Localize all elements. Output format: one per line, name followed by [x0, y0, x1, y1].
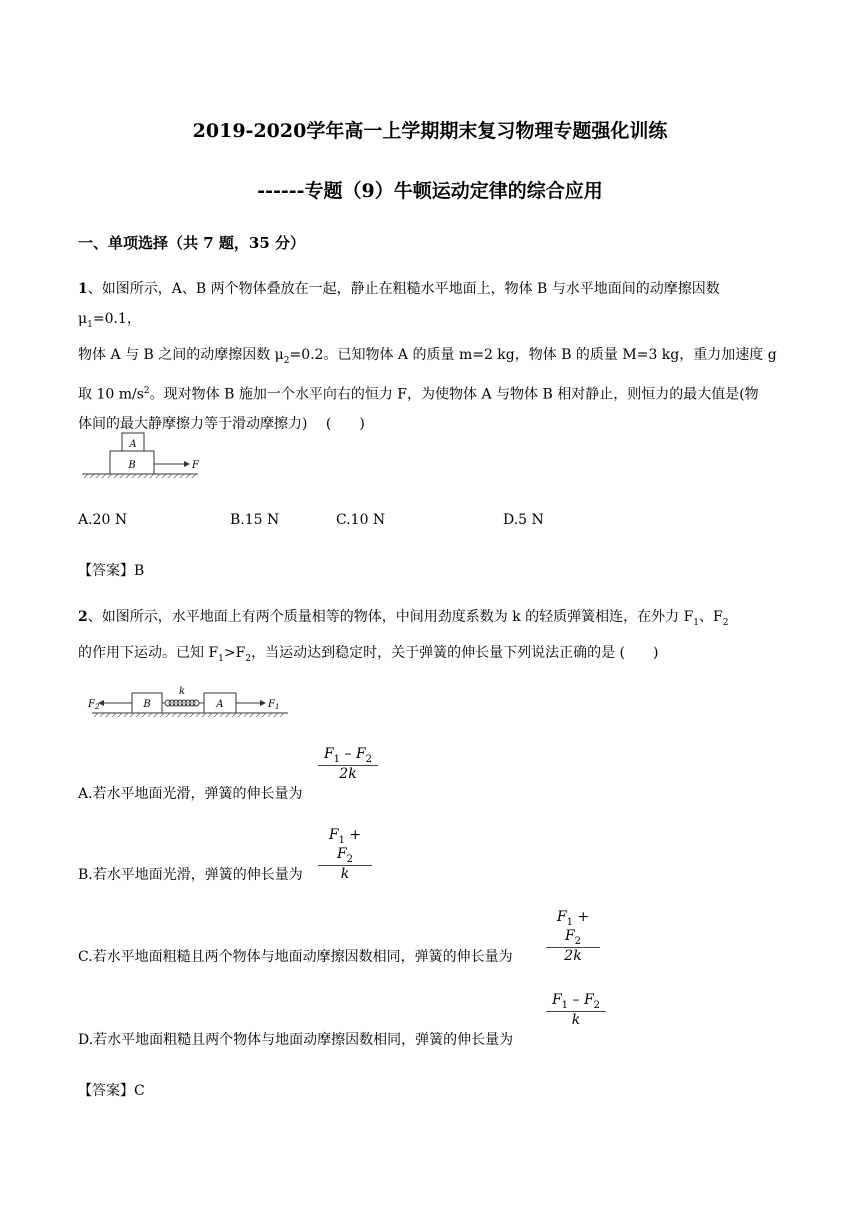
option-d: D.若水平地面粗糙且两个物体与地面动摩擦因数相同，弹簧的伸长量为	[78, 1032, 514, 1048]
spring	[162, 700, 204, 706]
spring-label: k	[178, 686, 186, 697]
option-c: C.10 N	[336, 512, 386, 528]
question-2-number: 2	[78, 609, 88, 625]
option-a: A.20 N	[78, 512, 128, 528]
option-b: B.15 N	[230, 512, 280, 528]
ground-hatch	[84, 474, 196, 478]
question-1-line-1: 1、如图所示，A、B 两个物体叠放在一起，静止在粗糙水平地面上，物体 B 与水平地面间的动摩擦因数 $\mu_1=0.1$，	[78, 281, 720, 330]
option-d: D.5 N	[503, 512, 544, 528]
answer-2: 【答案】C	[78, 1083, 145, 1099]
question-1-text	[78, 274, 782, 439]
option-b: B.若水平地面光滑，弹簧的伸长量为	[78, 867, 303, 883]
force-f2-label: $F_2$	[88, 699, 100, 711]
figure-stacked-blocks	[80, 428, 210, 484]
option-c: C.若水平地面粗糙且两个物体与地面动摩擦因数相同，弹簧的伸长量为	[78, 949, 513, 965]
question-1-line-3: 取 10 $m/s^2$。现对物体 B 施加一个水平向右的恒力 F，为使物体 A 与物体 B 相对静止，则恒力的最大值是(物	[78, 385, 759, 403]
fraction-option-d: $F_1 - F_2$ k	[546, 992, 606, 1028]
question-2-line-2: 的作用下运动。已知 $F_1>F_2$，当运动达到稳定时，关于弹簧的伸长量下列说法正确的是 ( )	[78, 644, 659, 664]
force-label: F	[192, 460, 199, 471]
ground-hatch	[94, 713, 284, 717]
page-title: 2019-2020学年高一上学期期末复习物理专题强化训练	[192, 120, 668, 142]
fraction-option-b: $F_1 + F_2$ k	[318, 827, 372, 882]
block-a-label: A	[129, 439, 137, 450]
answer-1: 【答案】B	[78, 563, 145, 579]
section-heading: 一、单项选择（共 7 题，35 分）	[78, 234, 305, 252]
block-a-label: A	[216, 699, 224, 710]
option-a: A.若水平地面光滑，弹簧的伸长量为	[78, 786, 303, 802]
question-1-number: 1	[78, 281, 88, 297]
question-1-line-4: 体间的最大静摩擦力等于滑动摩擦力) ( )	[78, 416, 365, 433]
question-1-line-2: 物体 A 与 B 之间的动摩擦因数 $\mu_2=0.2$。已知物体 A 的质量 m=2 kg，物体 B 的质量 M=3 kg，重力加速度 g	[78, 346, 777, 366]
force-f1-label: $F_1$	[268, 699, 280, 711]
figure-spring-blocks	[84, 686, 294, 720]
fraction-option-c: $F_1 + F_2$ 2k	[546, 909, 600, 964]
block-b-label: B	[143, 699, 151, 710]
fraction-option-a: $F_1 - F_2$ 2k	[318, 746, 378, 782]
block-b-label: B	[128, 460, 136, 471]
page-subtitle: ------专题（9）牛顿运动定律的综合应用	[257, 180, 603, 202]
question-2-line-1: 2、如图所示，水平地面上有两个质量相等的物体，中间用劲度系数为 k 的轻质弹簧相连，在外力 $F_1$、$F_2$	[78, 609, 729, 628]
question-2-text	[78, 602, 782, 674]
